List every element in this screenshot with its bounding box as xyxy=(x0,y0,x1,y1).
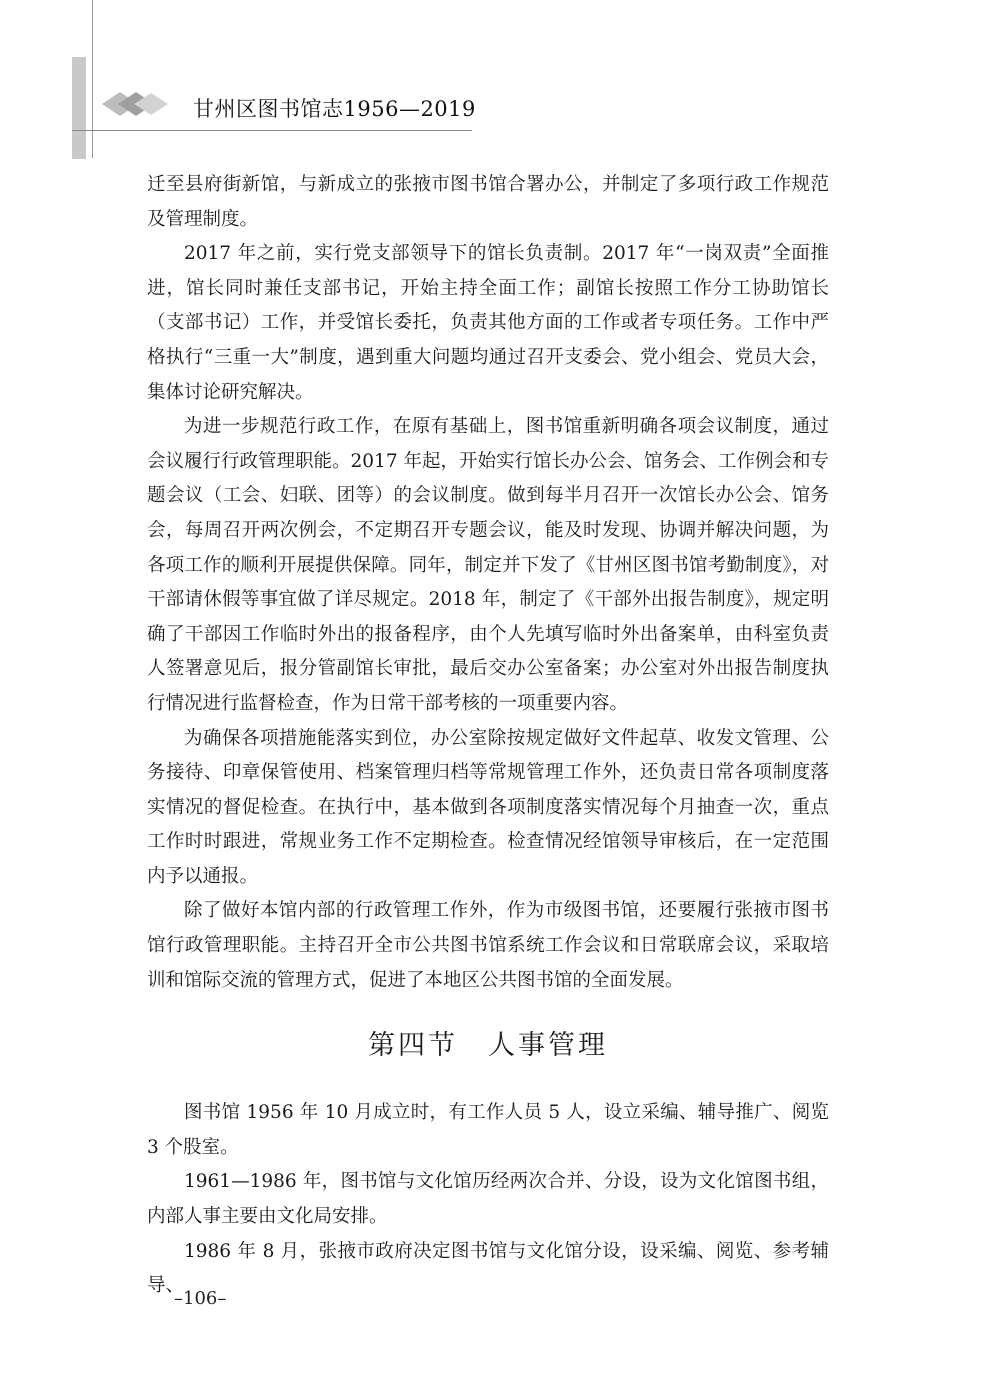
paragraph: 1986 年 8 月，张掖市政府决定图书馆与文化馆分设，设采编、阅览、参考辅导、 xyxy=(147,1240,829,1297)
header-grey-bar xyxy=(72,57,86,159)
paragraph: 除了做好本馆内部的行政管理工作外，作为市级图书馆，还要履行张掖市图书馆行政管理职能。主持召开全市公共图书馆系统工作会议和日常联席会议，采取培训和馆际交流的管理方式，促进了本地区公共图书馆的全面发展。 xyxy=(147,900,829,991)
main-text xyxy=(147,168,829,1304)
paragraph: 为确保各项措施能落实到位，办公室除按规定做好文件起草、收发文管理、公务接待、印章保管使用、档案管理归档等常规管理工作外，还负责日常各项制度落实情况的督促检查。在执行中，基本做到各项制度落实情况每个月抽查一次，重点工作时时跟进，常规业务工作不定期检查。检查情况经馆领导审核后，在一定范围内予以通报。 xyxy=(147,727,829,887)
paragraph: 2017 年之前，实行党支部领导下的馆长负责制。2017 年“一岗双责”全面推进，馆长同时兼任支部书记，开始主持全面工作；副馆长按照工作分工协助馆长（支部书记）工作，并受馆长委托，负责其他方面的工作或者专项任务。工作中严格执行“三重一大”制度，遇到重大问题均通过召开支委会、党小组会、党员大会，集体讨论研究解决。 xyxy=(147,243,829,403)
header-horizontal-rule xyxy=(72,130,472,131)
paragraph: 1961—1986 年，图书馆与文化馆历经两次合并、分设，设为文化馆图书组，内部人事主要由文化局安排。 xyxy=(147,1171,829,1228)
paragraph: 为进一步规范行政工作，在原有基础上，图书馆重新明确各项会议制度，通过会议履行行政管理职能。2017 年起，开始实行馆长办公会、馆务会、工作例会和专题会议（工会、妇联、团等）的会议制度。做到每半月召开一次馆长办公会、馆务会，每周召开两次例会，不定期召开专题会议，能及时发现、协调并解决问题，为各项工作的顺利开展提供保障。同年，制定并下发了《甘州区图书馆考勤制度》，对干部请休假等事宜做了详尽规定。2018 年，制定了《干部外出报告制度》，规定明确了干部因工作临时外出的报备程序，由个人先填写临时外出备案单，由科室负责人签署意见后，报分管副馆长审批，最后交办公室备案；办公室对外出报告制度执行情况进行监督检查，作为日常干部考核的一项重要内容。 xyxy=(147,416,829,714)
page-number: –106– xyxy=(174,1288,227,1309)
running-header-title: 甘州区图书馆志1956—2019 xyxy=(193,97,476,121)
header-vertical-rule xyxy=(92,0,93,158)
section-heading: 第四节 人事管理 xyxy=(368,1030,608,1062)
paragraph: 迁至县府街新馆，与新成立的张掖市图书馆合署办公，并制定了多项行政工作规范及管理制度。 xyxy=(147,174,829,230)
header-diamond-ornament-icon xyxy=(100,88,170,120)
paragraph: 图书馆 1956 年 10 月成立时，有工作人员 5 人，设立采编、辅导推广、阅览 3 个股室。 xyxy=(147,1102,829,1158)
